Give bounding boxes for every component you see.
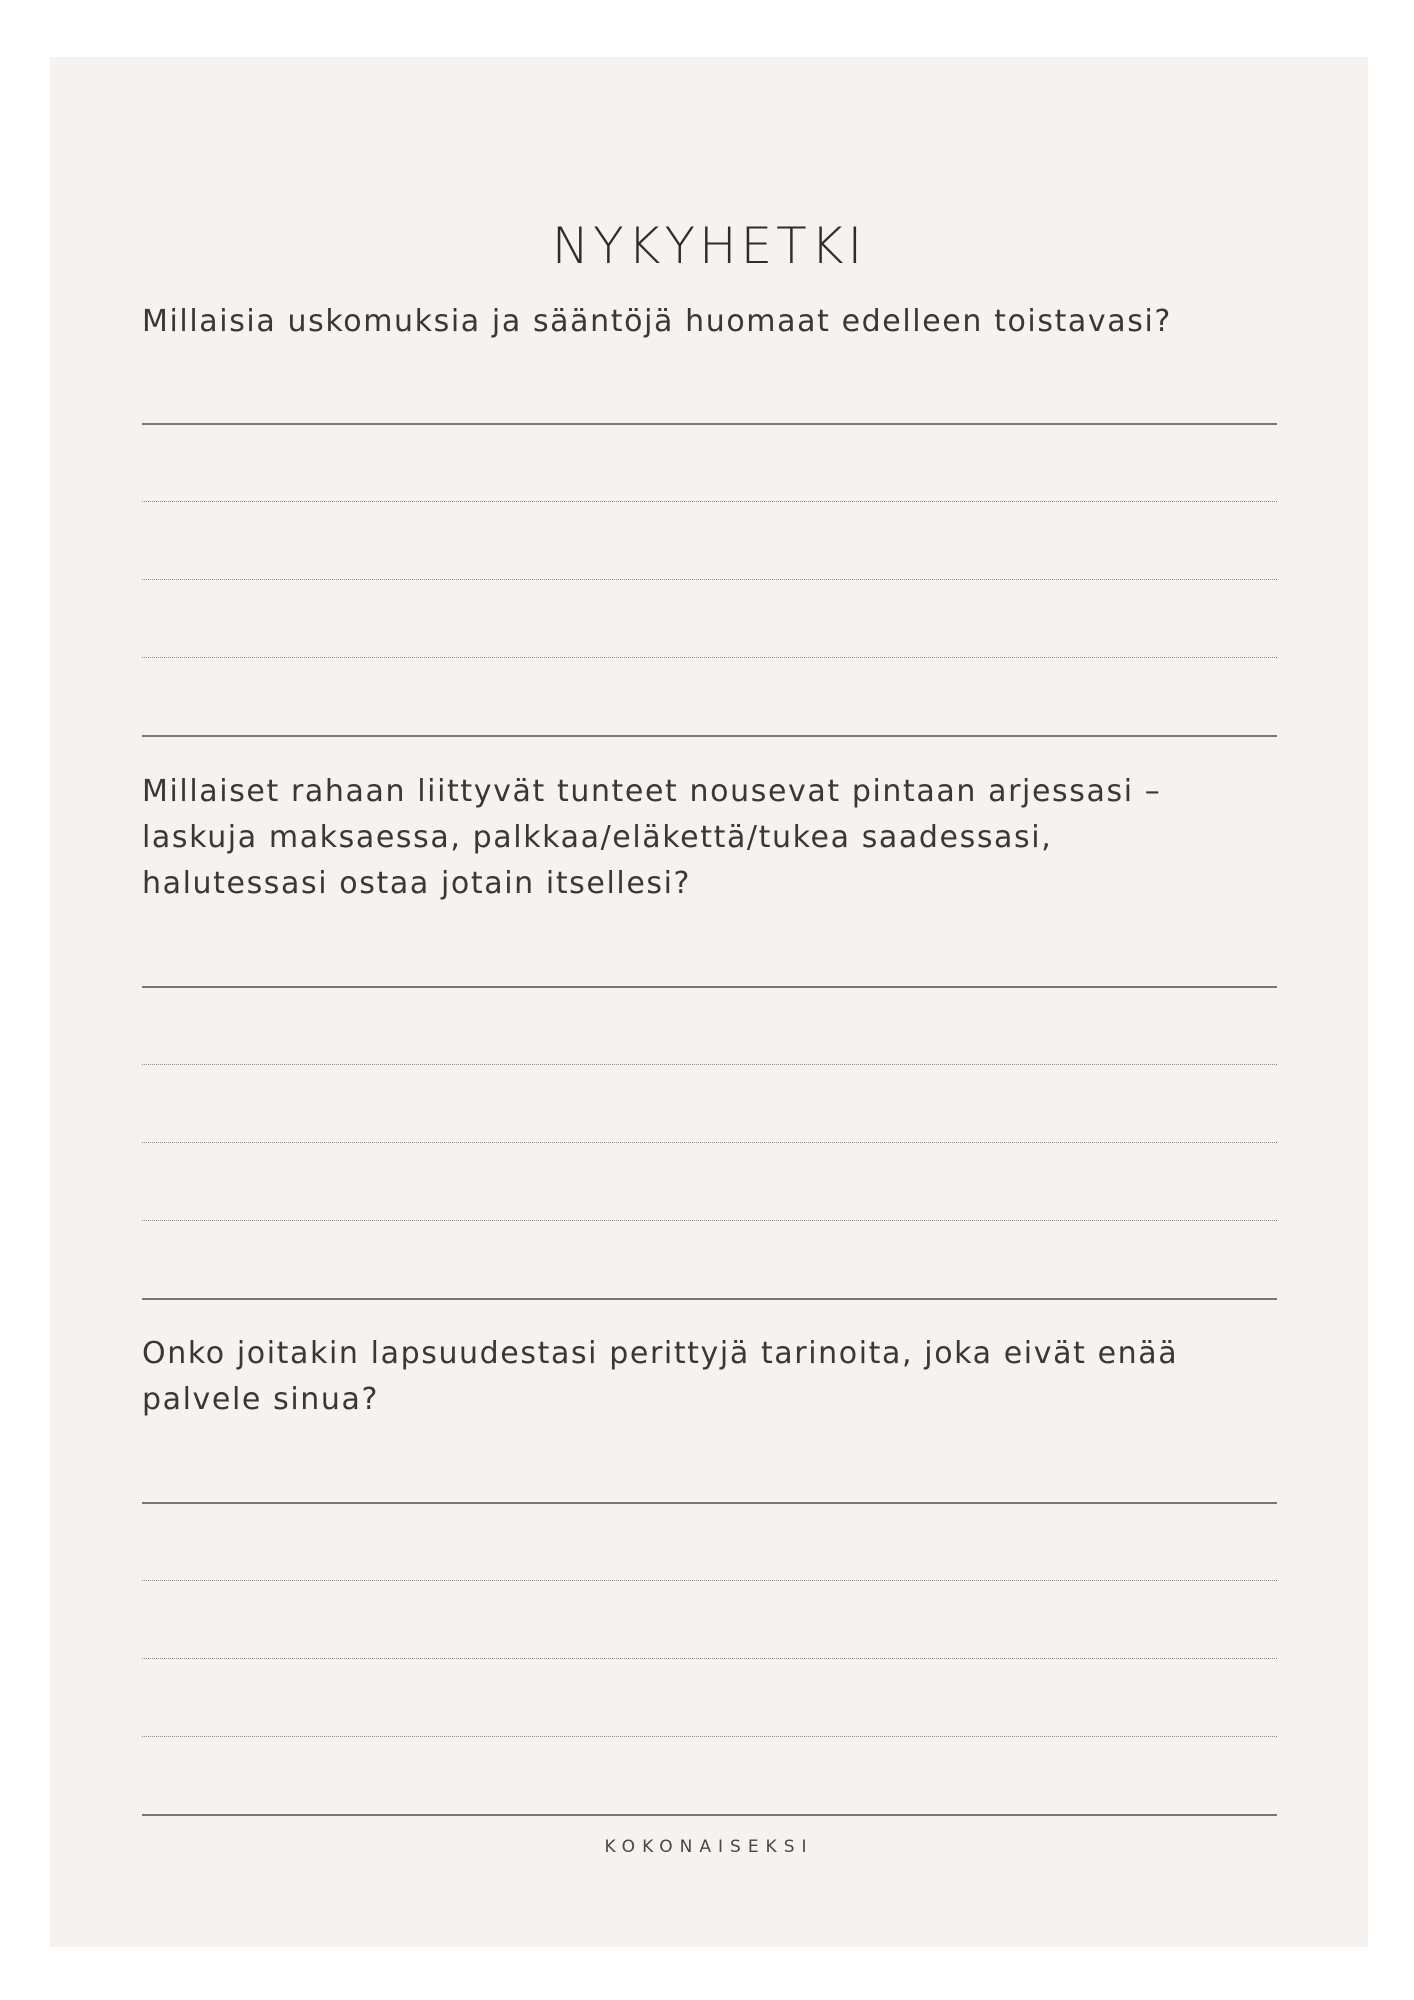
question-3 bbox=[142, 1331, 1282, 1423]
answer-line-top[interactable] bbox=[142, 986, 1277, 988]
answer-line-bottom[interactable] bbox=[142, 1814, 1277, 1816]
answer-line-top[interactable] bbox=[142, 1502, 1277, 1504]
answer-line[interactable] bbox=[142, 579, 1277, 580]
answer-line-bottom[interactable] bbox=[142, 735, 1277, 737]
question-2-line-3: halutessasi ostaa jotain itsellesi? bbox=[142, 866, 692, 901]
brand-footer: KOKONAISEKSI bbox=[604, 1837, 814, 1857]
question-3-line-2: palvele sinua? bbox=[142, 1382, 379, 1417]
answer-line[interactable] bbox=[142, 1658, 1277, 1659]
answer-line-top[interactable] bbox=[142, 423, 1277, 425]
question-2 bbox=[142, 769, 1282, 907]
answer-line-bottom[interactable] bbox=[142, 1298, 1277, 1300]
worksheet-page bbox=[50, 57, 1368, 1947]
question-2-line-2: laskuja maksaessa, palkkaa/eläkettä/tukea saadessasi, bbox=[142, 820, 1053, 855]
question-2-line-1: Millaiset rahaan liittyvät tunteet nousevat pintaan arjessasi – bbox=[142, 774, 1162, 809]
question-1 bbox=[142, 299, 1282, 345]
answer-line[interactable] bbox=[142, 1220, 1277, 1221]
answer-line[interactable] bbox=[142, 1064, 1277, 1065]
answer-line[interactable] bbox=[142, 1142, 1277, 1143]
page-title: NYKYHETKI bbox=[551, 217, 867, 275]
answer-line[interactable] bbox=[142, 1736, 1277, 1737]
answer-line[interactable] bbox=[142, 1580, 1277, 1581]
answer-line[interactable] bbox=[142, 501, 1277, 502]
question-1-line-1: Millaisia uskomuksia ja sääntöjä huomaat edelleen toistavasi? bbox=[142, 304, 1172, 339]
answer-line[interactable] bbox=[142, 657, 1277, 658]
question-3-line-1: Onko joitakin lapsuudestasi perittyjä tarinoita, joka eivät enää bbox=[142, 1336, 1179, 1371]
